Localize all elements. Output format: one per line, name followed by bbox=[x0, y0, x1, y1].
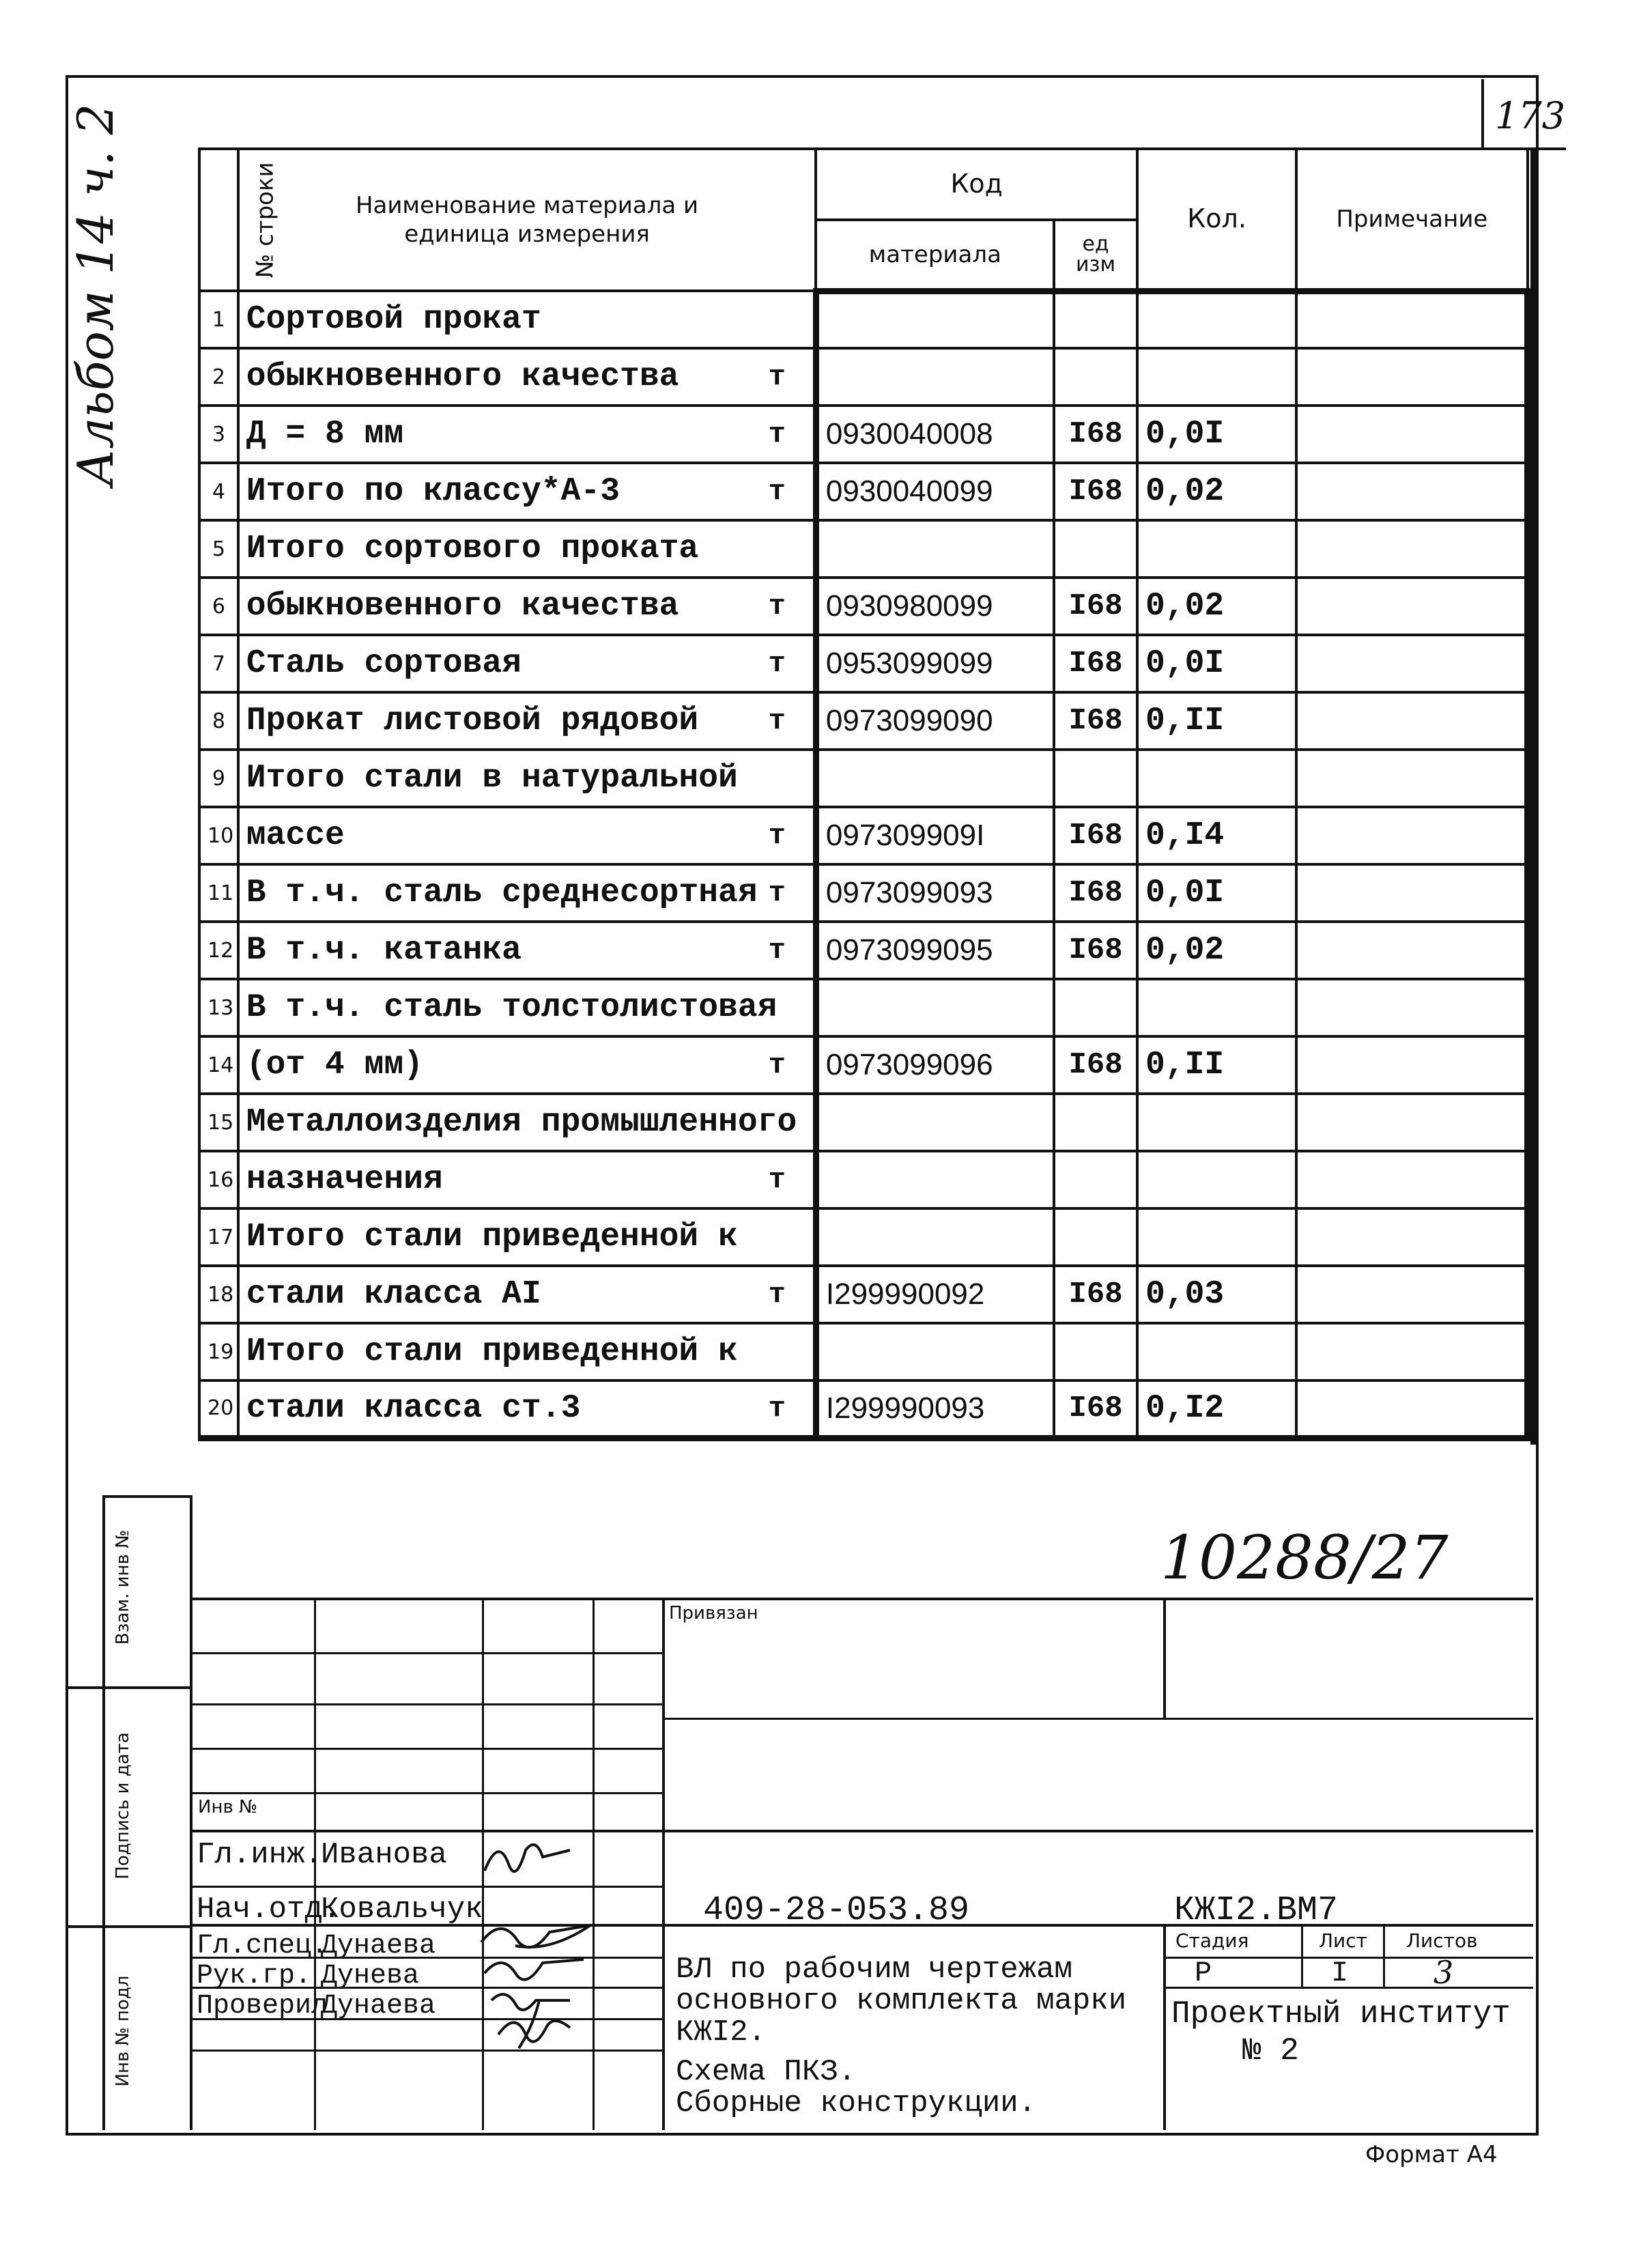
quantity-cell: 0,I4 bbox=[1137, 807, 1296, 864]
stamp-line-h5 bbox=[192, 1830, 1533, 1832]
material-name-cell bbox=[238, 1208, 816, 1266]
material-name-cell bbox=[238, 864, 816, 922]
sheet-value: I bbox=[1331, 1957, 1349, 1989]
material-name-cell bbox=[238, 922, 816, 979]
row-number-cell: 18 bbox=[199, 1266, 238, 1323]
table-row bbox=[199, 635, 1528, 692]
material-name: массе bbox=[246, 817, 345, 854]
unit-of-measure: т bbox=[768, 1163, 786, 1196]
unit-code-cell bbox=[1054, 1151, 1137, 1208]
material-code-cell: I299990092 bbox=[816, 1266, 1054, 1323]
material-name: Металлоизделия промышленного bbox=[246, 1104, 797, 1141]
doc-mark: КЖI2.ВМ7 bbox=[1174, 1891, 1339, 1930]
stamp-line-h12 bbox=[664, 1718, 1533, 1720]
material-name-cell bbox=[238, 635, 816, 692]
material-code-cell: 0930980099 bbox=[816, 578, 1054, 635]
material-name-cell bbox=[238, 750, 816, 807]
table-row bbox=[199, 864, 1528, 922]
material-name-cell bbox=[238, 692, 816, 750]
registration-number: 10288/27 bbox=[1160, 1522, 1449, 1593]
note-cell bbox=[1296, 864, 1527, 922]
material-name-cell bbox=[238, 1266, 816, 1323]
unit-code-cell: I68 bbox=[1054, 406, 1137, 463]
table-row bbox=[199, 578, 1528, 635]
row-number-cell: 15 bbox=[199, 1094, 238, 1151]
material-code-cell bbox=[816, 291, 1054, 348]
staff-role-1: Гл.инж. bbox=[197, 1838, 323, 1872]
note-cell bbox=[1296, 1208, 1527, 1266]
note-cell bbox=[1296, 1266, 1527, 1323]
unit-of-measure: т bbox=[768, 1049, 786, 1081]
material-name-cell bbox=[238, 348, 816, 406]
material-name-cell bbox=[238, 979, 816, 1036]
unit-code-cell bbox=[1054, 520, 1137, 578]
row-number-cell: 4 bbox=[199, 463, 238, 520]
stamp-line-v6 bbox=[1163, 1924, 1166, 2130]
doc-number: 409-28-053.89 bbox=[703, 1891, 970, 1930]
material-code-cell: 0930040008 bbox=[816, 406, 1054, 463]
table-row bbox=[199, 1380, 1528, 1438]
material-code-cell: 0973099093 bbox=[816, 864, 1054, 922]
material-code-cell: 0930040099 bbox=[816, 463, 1054, 520]
table-row bbox=[199, 1266, 1528, 1323]
material-name-cell bbox=[238, 520, 816, 578]
quantity-cell: 0,II bbox=[1137, 692, 1296, 750]
quantity-cell: 0,I2 bbox=[1137, 1380, 1296, 1438]
material-name: В т.ч. катанка bbox=[246, 932, 522, 969]
material-code-cell bbox=[816, 1208, 1054, 1266]
col-header-row-no: № строки bbox=[199, 149, 238, 291]
material-code-cell bbox=[816, 1094, 1054, 1151]
stamp-line-v7 bbox=[1301, 1924, 1303, 1987]
quantity-cell bbox=[1137, 1323, 1296, 1380]
stamp-line-v4 bbox=[662, 1598, 665, 2130]
row-number-cell: 19 bbox=[199, 1323, 238, 1380]
note-cell bbox=[1296, 1094, 1527, 1151]
quantity-cell bbox=[1137, 979, 1296, 1036]
table-row bbox=[199, 1036, 1528, 1094]
material-code-cell bbox=[816, 979, 1054, 1036]
note-cell bbox=[1296, 1323, 1527, 1380]
note-cell bbox=[1296, 750, 1527, 807]
material-name: обыкновенного качества bbox=[246, 358, 679, 395]
note-cell bbox=[1296, 348, 1527, 406]
unit-code-cell: I68 bbox=[1054, 807, 1137, 864]
row-number-cell: 17 bbox=[199, 1208, 238, 1266]
staff-name-4: Дунева bbox=[321, 1961, 420, 1991]
material-code-cell: 0973099090 bbox=[816, 692, 1054, 750]
doc-title-line-1: ВЛ по рабочим чертежам bbox=[676, 1953, 1072, 1987]
unit-of-measure: т bbox=[768, 418, 786, 451]
table-row bbox=[199, 291, 1528, 348]
unit-of-measure: т bbox=[768, 1391, 786, 1425]
row-number-cell: 14 bbox=[199, 1036, 238, 1094]
table-row bbox=[199, 1323, 1528, 1380]
material-name: (от 4 мм) bbox=[246, 1047, 423, 1083]
row-number-cell: 10 bbox=[199, 807, 238, 864]
table-row bbox=[199, 1151, 1528, 1208]
material-name-cell bbox=[238, 807, 816, 864]
table-row bbox=[199, 463, 1528, 520]
unit-code-cell bbox=[1054, 1208, 1137, 1266]
unit-of-measure: т bbox=[768, 590, 786, 623]
quantity-cell bbox=[1137, 348, 1296, 406]
signature-marks bbox=[478, 1830, 621, 2062]
note-cell bbox=[1296, 406, 1527, 463]
unit-code-cell: I68 bbox=[1054, 864, 1137, 922]
unit-of-measure: т bbox=[768, 819, 786, 852]
material-code-cell bbox=[816, 1323, 1054, 1380]
note-cell bbox=[1296, 578, 1527, 635]
col-header-note: Примечание bbox=[1296, 149, 1527, 291]
doc-title-line-3: КЖI2. bbox=[676, 2015, 767, 2050]
unit-code-cell bbox=[1054, 1094, 1137, 1151]
privyazan-label: Привязан bbox=[669, 1603, 758, 1624]
material-code-cell bbox=[816, 348, 1054, 406]
unit-of-measure: т bbox=[768, 475, 786, 508]
unit-of-measure: т bbox=[768, 647, 786, 680]
material-name-cell bbox=[238, 1151, 816, 1208]
row-number-cell: 5 bbox=[199, 520, 238, 578]
material-code-cell: 0973099096 bbox=[816, 1036, 1054, 1094]
margin-strip-line bbox=[102, 1495, 105, 2130]
material-name-cell bbox=[238, 1323, 816, 1380]
quantity-cell bbox=[1137, 1094, 1296, 1151]
table-row bbox=[199, 922, 1528, 979]
unit-of-measure: т bbox=[768, 934, 786, 967]
table-row bbox=[199, 348, 1528, 406]
material-code-cell: 0953099099 bbox=[816, 635, 1054, 692]
row-number-cell: 6 bbox=[199, 578, 238, 635]
stamp-line-v5 bbox=[1163, 1598, 1166, 1718]
material-name: Итого по классу*А-3 bbox=[246, 473, 621, 510]
material-name: Прокат листовой рядовой bbox=[246, 703, 699, 739]
staff-name-3: Дунаева bbox=[321, 1931, 436, 1961]
quantity-cell bbox=[1137, 1208, 1296, 1266]
table-row bbox=[199, 807, 1528, 864]
sheet-label: Лист bbox=[1319, 1929, 1367, 1952]
col-header-code-unit: ед изм bbox=[1054, 220, 1137, 291]
quantity-cell: 0,02 bbox=[1137, 922, 1296, 979]
quantity-cell: 0,02 bbox=[1137, 463, 1296, 520]
table-row bbox=[199, 692, 1528, 750]
material-name-cell bbox=[238, 1036, 816, 1094]
doc-title-line-4: Схема ПКЗ. bbox=[676, 2055, 857, 2089]
unit-code-cell: I68 bbox=[1054, 1266, 1137, 1323]
unit-of-measure: т bbox=[768, 705, 786, 737]
note-cell bbox=[1296, 1036, 1527, 1094]
staff-role-3: Гл.спец. bbox=[197, 1931, 328, 1961]
note-cell bbox=[1296, 922, 1527, 979]
note-cell bbox=[1296, 520, 1527, 578]
note-cell bbox=[1296, 1380, 1527, 1438]
col-header-qty: Кол. bbox=[1137, 149, 1296, 291]
material-name-cell bbox=[238, 463, 816, 520]
note-cell bbox=[1296, 1151, 1527, 1208]
col-header-code-material: материала bbox=[816, 220, 1054, 291]
material-name: Сталь сортовая bbox=[246, 645, 522, 682]
material-name-cell bbox=[238, 1094, 816, 1151]
spec-table bbox=[198, 147, 1530, 1441]
material-name: назначения bbox=[246, 1161, 443, 1198]
stamp-line-h14 bbox=[1165, 1987, 1533, 1989]
row-number-cell: 7 bbox=[199, 635, 238, 692]
margin-strip-right bbox=[190, 1495, 192, 2130]
table-row bbox=[199, 406, 1528, 463]
quantity-cell: 0,0I bbox=[1137, 864, 1296, 922]
material-name-cell bbox=[238, 406, 816, 463]
table-row bbox=[199, 750, 1528, 807]
sheets-label: Листов bbox=[1406, 1929, 1478, 1952]
quantity-cell: 0,II bbox=[1137, 1036, 1296, 1094]
side-label-replace-inv: Взам. инв № bbox=[113, 1529, 133, 1645]
material-name-cell bbox=[238, 291, 816, 348]
material-name: стали класса АI bbox=[246, 1276, 541, 1313]
quantity-cell: 0,0I bbox=[1137, 406, 1296, 463]
unit-of-measure: т bbox=[768, 877, 786, 909]
staff-role-2: Нач.отд. bbox=[197, 1893, 341, 1927]
note-cell bbox=[1296, 291, 1527, 348]
material-code-cell bbox=[816, 750, 1054, 807]
staff-name-5: Дунаева bbox=[321, 1991, 436, 2022]
unit-code-cell: I68 bbox=[1054, 635, 1137, 692]
stamp-line-h13 bbox=[1165, 1957, 1533, 1959]
unit-code-cell: I68 bbox=[1054, 463, 1137, 520]
unit-code-cell bbox=[1054, 291, 1137, 348]
table-row bbox=[199, 1208, 1528, 1266]
material-name-cell bbox=[238, 578, 816, 635]
row-number-cell: 11 bbox=[199, 864, 238, 922]
col-header-code: Код bbox=[816, 149, 1137, 220]
table-row bbox=[199, 1094, 1528, 1151]
stage-label: Стадия bbox=[1175, 1929, 1249, 1952]
row-number-cell: 8 bbox=[199, 692, 238, 750]
note-cell bbox=[1296, 463, 1527, 520]
row-number-cell: 3 bbox=[199, 406, 238, 463]
unit-code-cell: I68 bbox=[1054, 1036, 1137, 1094]
staff-role-5: Проверил bbox=[197, 1991, 328, 2022]
unit-code-cell: I68 bbox=[1054, 1380, 1137, 1438]
table-row bbox=[199, 520, 1528, 578]
quantity-cell bbox=[1137, 1151, 1296, 1208]
quantity-cell: 0,0I bbox=[1137, 635, 1296, 692]
stamp-line-v8 bbox=[1383, 1924, 1385, 1987]
material-code-cell bbox=[816, 1151, 1054, 1208]
unit-code-cell bbox=[1054, 979, 1137, 1036]
material-name: стали класса ст.3 bbox=[246, 1389, 581, 1427]
col-header-name: Наименование материала и единица измерения bbox=[238, 149, 816, 291]
material-code-cell: 097309909I bbox=[816, 807, 1054, 864]
unit-code-cell bbox=[1054, 1323, 1137, 1380]
frame-inner-right bbox=[1530, 147, 1536, 1445]
side-label-signature-date: Подпись и дата bbox=[113, 1732, 133, 1880]
quantity-cell: 0,02 bbox=[1137, 578, 1296, 635]
unit-code-cell: I68 bbox=[1054, 578, 1137, 635]
material-name: Итого стали в натуральной bbox=[246, 760, 738, 797]
unit-code-cell bbox=[1054, 750, 1137, 807]
row-number-cell: 20 bbox=[199, 1380, 238, 1438]
unit-of-measure: т bbox=[768, 1278, 786, 1311]
row-number-cell: 12 bbox=[199, 922, 238, 979]
material-name: В т.ч. сталь среднесортная bbox=[246, 875, 758, 911]
institute-number: № 2 bbox=[1242, 2033, 1299, 2069]
page-number: 173 bbox=[1495, 94, 1566, 137]
material-name: Сортовой прокат bbox=[246, 301, 541, 338]
material-code-cell: I299990093 bbox=[816, 1380, 1054, 1438]
material-name: Итого стали приведенной к bbox=[246, 1219, 738, 1256]
doc-title-line-5: Сборные конструкции. bbox=[676, 2086, 1037, 2121]
unit-of-measure: т bbox=[768, 360, 786, 393]
doc-title-line-2: основного комплекта марки bbox=[676, 1984, 1127, 2018]
side-label-inv-original: Инв № подл bbox=[113, 1975, 133, 2087]
row-number-cell: 1 bbox=[199, 291, 238, 348]
material-name: Д = 8 мм bbox=[246, 416, 404, 453]
material-code-cell: 0973099095 bbox=[816, 922, 1054, 979]
row-number-cell: 9 bbox=[199, 750, 238, 807]
staff-name-1: Иванова bbox=[321, 1838, 447, 1872]
staff-name-2: Ковальчук bbox=[321, 1893, 483, 1927]
stage-value: Р bbox=[1195, 1957, 1212, 1989]
staff-role-4: Рук.гр. bbox=[197, 1961, 312, 1991]
margin-strip-div3 bbox=[66, 1925, 192, 1928]
unit-code-cell: I68 bbox=[1054, 922, 1137, 979]
material-name-cell bbox=[238, 1380, 816, 1438]
note-cell bbox=[1296, 635, 1527, 692]
material-name: обыкновенного качества bbox=[246, 588, 679, 625]
row-number-cell: 13 bbox=[199, 979, 238, 1036]
quantity-cell bbox=[1137, 520, 1296, 578]
quantity-cell bbox=[1137, 750, 1296, 807]
material-name: В т.ч. сталь толстолистовая bbox=[246, 989, 778, 1026]
album-note: Альбом 14 ч. 2 bbox=[67, 103, 124, 486]
quantity-cell bbox=[1137, 291, 1296, 348]
unit-code-cell: I68 bbox=[1054, 692, 1137, 750]
row-number-cell: 16 bbox=[199, 1151, 238, 1208]
material-name: Итого стали приведенной к bbox=[246, 1333, 738, 1370]
material-name: Итого сортового проката bbox=[246, 530, 699, 567]
inv-no-label: Инв № bbox=[198, 1797, 258, 1817]
table-row bbox=[199, 979, 1528, 1036]
sheets-value: 3 bbox=[1434, 1954, 1454, 1991]
note-cell bbox=[1296, 979, 1527, 1036]
institute-name: Проектный институт bbox=[1171, 1996, 1511, 2032]
paper-format: Формат А4 bbox=[1365, 2141, 1498, 2168]
note-cell bbox=[1296, 692, 1527, 750]
material-code-cell bbox=[816, 520, 1054, 578]
stamp-top-line bbox=[192, 1598, 1533, 1600]
quantity-cell: 0,03 bbox=[1137, 1266, 1296, 1323]
unit-code-cell bbox=[1054, 348, 1137, 406]
row-number-cell: 2 bbox=[199, 348, 238, 406]
note-cell bbox=[1296, 807, 1527, 864]
